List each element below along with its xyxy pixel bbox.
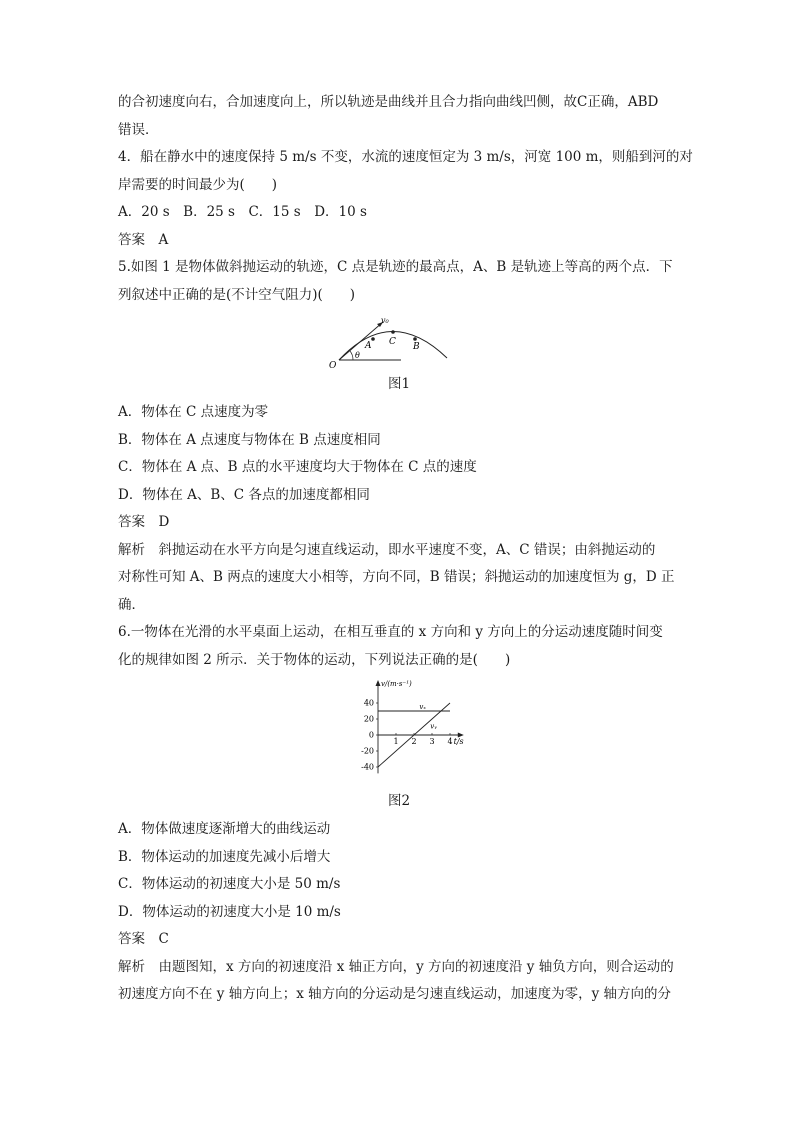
vx-label: vₓ	[419, 703, 426, 711]
velocity-time-chart	[344, 677, 464, 789]
point-a	[371, 337, 375, 341]
label-c: C	[389, 337, 396, 347]
question-6-analysis-cont: 初速度方向不在 y 轴方向上；x 轴方向的分运动是匀速直线运动，加速度为零，y 轴方向的分	[118, 986, 672, 1002]
question-6-stem-cont: 化的规律如图 2 所示．关于物体的运动，下列说法正确的是( )	[118, 651, 511, 668]
text-block-top	[118, 92, 693, 305]
y-tick-label: -20	[361, 746, 374, 756]
figure-1	[329, 312, 469, 372]
label-b: B	[413, 342, 420, 352]
label-theta: θ	[355, 351, 360, 360]
x-tick-label: 2	[411, 737, 417, 746]
text-block-bottom	[118, 819, 680, 1004]
projectile-trajectory-diagram	[329, 312, 469, 372]
angle-arc	[350, 351, 353, 360]
question-4-stem-cont: 岸需要的时间最少为( )	[118, 176, 278, 193]
question-6-option-c: C．物体运动的初速度大小是 50 m/s	[118, 876, 341, 892]
label-a: A	[365, 341, 372, 351]
question-5-analysis-cont: 对称性可知 A、B 两点的速度大小相等，方向不同，B 错误；斜抛运动的加速度恒为 g，D 正	[118, 569, 675, 585]
y-tick-label: 20	[363, 714, 374, 724]
y-axis-arrowhead	[376, 680, 381, 686]
question-4-options: A．20 s B．25 s C．15 s D．10 s	[118, 204, 367, 220]
v0-label: v₀	[381, 316, 389, 325]
question-5-stem-cont: 列叙述中正确的是(不计空气阻力)( )	[118, 286, 356, 303]
question-6-analysis: 解析 由题图知，x 方向的初速度沿 x 轴正方向，y 方向的初速度沿 y 轴负方向，则合运动的	[118, 958, 674, 975]
x-tick-label: 3	[429, 737, 435, 746]
question-5-analysis-end: 确．	[118, 596, 145, 613]
figure-2-caption: 图2	[387, 793, 411, 809]
question-5-option-a: A．物体在 C 点速度为零	[118, 404, 269, 420]
question-6-answer: 答案 C	[118, 931, 169, 947]
x-axis-label: t/s	[453, 737, 464, 746]
text-line: 的合初速度向右，合加速度向上，所以轨迹是曲线并且合力指向曲线凹侧，故C正确，ABD	[118, 94, 659, 110]
question-5-option-d: D．物体在 A、B、C 各点的加速度都相同	[118, 486, 370, 503]
question-6-option-d: D．物体运动的初速度大小是 10 m/s	[118, 903, 341, 920]
text-block-mid	[118, 402, 680, 670]
figure-2	[344, 677, 464, 789]
question-5-stem: 5.如图 1 是物体做斜抛运动的轨迹，C 点是轨迹的最高点，A、B 是轨迹上等高的两个点．下	[118, 259, 673, 275]
question-5-answer: 答案 D	[118, 514, 170, 530]
y-axis-label: v/(m·s⁻¹)	[381, 680, 412, 688]
document-page	[118, 92, 693, 1012]
label-o: O	[329, 361, 337, 371]
question-5-analysis: 解析 斜抛运动在水平方向是匀速直线运动，即水平速度不变，A、C 错误；由斜抛运动的	[118, 541, 656, 558]
figure-1-caption: 图1	[387, 376, 411, 392]
x-tick-label: 4	[447, 737, 453, 746]
question-5-option-c: C．物体在 A 点、B 点的水平速度均大于物体在 C 点的速度	[118, 459, 477, 475]
x-tick-label: 1	[393, 737, 399, 746]
question-4-answer: 答案 A	[118, 231, 169, 248]
question-5-option-b: B．物体在 A 点速度与物体在 B 点速度相同	[118, 431, 381, 448]
question-6-stem: 6.一物体在光滑的水平桌面上运动，在相互垂直的 x 方向和 y 方向上的分运动速度随时间变	[118, 624, 663, 640]
y-tick-label: -40	[361, 762, 374, 772]
point-c	[391, 330, 395, 334]
question-4-stem: 4．船在静水中的速度保持 5 m/s 不变，水流的速度恒定为 3 m/s，河宽 100 m，则船到河的对	[118, 149, 693, 165]
question-6-option-a: A．物体做速度逐渐增大的曲线运动	[118, 821, 331, 837]
y-tick-label: 40	[363, 698, 374, 708]
vy-label: vᵧ	[430, 722, 437, 731]
point-b	[413, 337, 417, 341]
text-line: 错误．	[118, 121, 159, 138]
y-tick-label: 0	[368, 730, 374, 740]
question-6-option-b: B．物体运动的加速度先减小后增大	[118, 848, 331, 865]
v0-arrow	[339, 322, 383, 360]
chart-axes	[361, 680, 464, 773]
